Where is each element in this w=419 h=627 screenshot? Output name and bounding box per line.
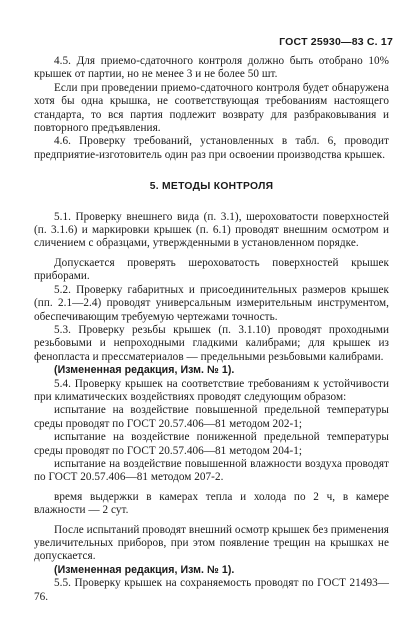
paragraph-4-6: 4.6. Проверку требований, установленных в табл. 6, проводит предприятие-изготовитель один раз при освоении производства крышек. [34, 135, 389, 161]
paragraph-5-2: 5.2. Проверку габаритных и присоединительных размеров крышек (пп. 2.1—2.4) проводят универсальным измерительным инструментом, обеспечивающим требуемую чертежами точность. [34, 283, 389, 323]
paragraph-4-5-cont: Если при проведении приемо-сдаточного контроля будет обнаружена хотя бы одна крышка, не соответствующая требованиям настоящего стандарта, то вся партия подлежит возврату для разбраковывания и повторного предъявления. [34, 81, 389, 135]
paragraph-5-1: 5.1. Проверку внешнего вида (п. 3.1), шероховатости поверхностей (п. 3.1.6) и маркировки крышек (п. 6.1) проводят внешним осмотром и сличением с образцами, утвержденными в установленном порядке. [34, 210, 389, 250]
amendment-note-2: (Измененная редакция, Изм. № 1). [54, 563, 235, 576]
paragraph-5-4-b: испытание на воздействие пониженной предельной температуры среды проводят по ГОСТ 20.57.406—81 методом 204-1; [34, 431, 389, 457]
page-header: ГОСТ 25930—83 С. 17 [279, 36, 393, 48]
amendment-note-1: (Измененная редакция, Изм. № 1). [54, 364, 235, 377]
paragraph-5-4-e: После испытаний проводят внешний осмотр крышек без применения увеличительных приборов, при этом появление трещин на крышках не допускается. [34, 523, 389, 563]
paragraph-5-4-a: испытание на воздействие повышенной предельной температуры среды проводят по ГОСТ 20.57.406—81 методом 202-1; [34, 404, 389, 430]
paragraph-5-5: 5.5. Проверку крышек на сохраняемость проводят по ГОСТ 21493—76. [34, 577, 389, 603]
document-body [34, 55, 389, 604]
paragraph-5-3: 5.3. Проверку резьбы крышек (п. 3.1.10) проводят проходными резьбовыми и непроходными гладкими калибрами; для крышек из фенопласта и прессматериалов — предельными резьбовыми калибрами. [34, 323, 389, 363]
paragraph-5-4-d: время выдержки в камерах тепла и холода по 2 ч, в камере влажности — 2 сут. [34, 490, 389, 517]
paragraph-5-4: 5.4. Проверку крышек на соответствие требованиям к устойчивости при климатических воздействиях проводят следующим образом: [34, 377, 389, 403]
paragraph-4-5: 4.5. Для приемо-сдаточного контроля должно быть отобрано 10% крышек от партии, но не менее 3 и не более 50 шт. [34, 55, 389, 81]
section-title: 5. МЕТОДЫ КОНТРОЛЯ [149, 181, 274, 193]
paragraph-5-4-c: испытание на воздействие повышенной влажности воздуха проводят по ГОСТ 20.57.406—81 методом 207-2. [34, 457, 389, 484]
paragraph-5-1-note: Допускается проверять шероховатость поверхностей крышек приборами. [34, 256, 389, 283]
